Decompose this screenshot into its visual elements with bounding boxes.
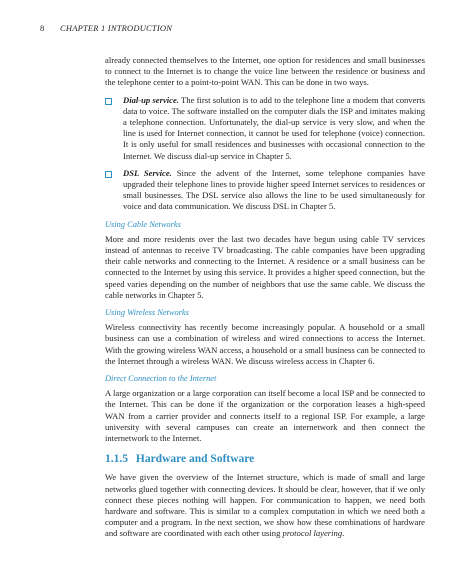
- paragraph-direct: A large organization or a large corporation can itself become a local ISP and be connected to the Internet. This can be done if the organization or the corporation leases a high-speed WAN from a carrier provider and connects itself to a regional ISP. For example, a large university with several campuses can create an internetwork and then connect the internetwork to the Internet.: [105, 388, 425, 444]
- bullet-box-icon: [105, 98, 112, 105]
- section-number: 1.1.5: [105, 453, 128, 466]
- paragraph-wireless: Wireless connectivity has recently become increasingly popular. A household or a small business can use a combination of wireless and wired connections to access the Internet. With the growing wireless WAN access, a household or a small business can be connected to the Internet through a wireless WAN. We discuss wireless access in Chapter 6.: [105, 322, 425, 366]
- page-body: [105, 55, 425, 546]
- section-heading: [105, 452, 425, 466]
- bullet-term: DSL Service.: [123, 167, 172, 178]
- bullet-text: Since the advent of the Internet, some telephone companies have upgraded their telephone lines to provide higher speed Internet services to residences or small businesses. The DSL service also allows the line to be used simultaneously for voice and data communication. We discuss DSL in Chapter 5.: [123, 167, 426, 212]
- paragraph-hardware-software: [105, 472, 425, 539]
- bullet-text: The first solution is to add to the telephone line a modem that converts data to voice. The software installed on the computer dials the ISP and imitates making a telephone connection. Unfortunately, the dial-up service is very slow, and when the line is used for Internet connection, it cannot be used for telephone (voice) connection. It is only useful for small residences and businesses with occasional connection to the Internet. We discuss dial-up service in Chapter 5.: [123, 94, 425, 161]
- bullet-dialup: [105, 95, 425, 162]
- intro-paragraph: already connected themselves to the Internet, one option for residences and small businesses to connect to the Internet is to change the voice line between the residence or business and the telephone center to a point-to-point WAN. This can be done in two ways.: [105, 55, 425, 88]
- bullet-term: Dial-up service.: [123, 94, 179, 105]
- chapter-title: CHAPTER 1 INTRODUCTION: [60, 23, 173, 33]
- subheading-direct: Direct Connection to the Internet: [105, 374, 217, 384]
- bullet-box-icon: [105, 171, 112, 178]
- page-number: 8: [40, 23, 45, 33]
- paragraph-cable: More and more residents over the last two decades have begun using cable TV services instead of antennas to receive TV broadcasting. The cable companies have been upgrading their cable networks and connecting to the Internet. A residence or a small business can be connected to the Internet by using this service. It provides a higher speed connection, but the speed varies depending on the number of neighbors that use the same cable. We discuss the cable networks in Chapter 5.: [105, 233, 425, 300]
- subheading-cable: Using Cable Networks: [105, 219, 181, 229]
- subheading-wireless: Using Wireless Networks: [105, 308, 189, 318]
- running-head: [40, 23, 172, 33]
- emphasis-term: protocol layering: [282, 528, 343, 539]
- sentence-end: .: [342, 528, 345, 539]
- section-title: Hardware and Software: [135, 453, 255, 466]
- bullet-dsl: [105, 168, 425, 213]
- section-text: We have given the overview of the Internet structure, which is made of small and large networks glued together with connecting devices. It should be clear, however, that if we only connect these pieces nothing will happen. For communication to happen, we need both hardware and software. This is similar to a complex computation in which we need both a computer and a program. In the next section, we show how these combinations of hardware and software are coordinated with each other using: [105, 472, 425, 539]
